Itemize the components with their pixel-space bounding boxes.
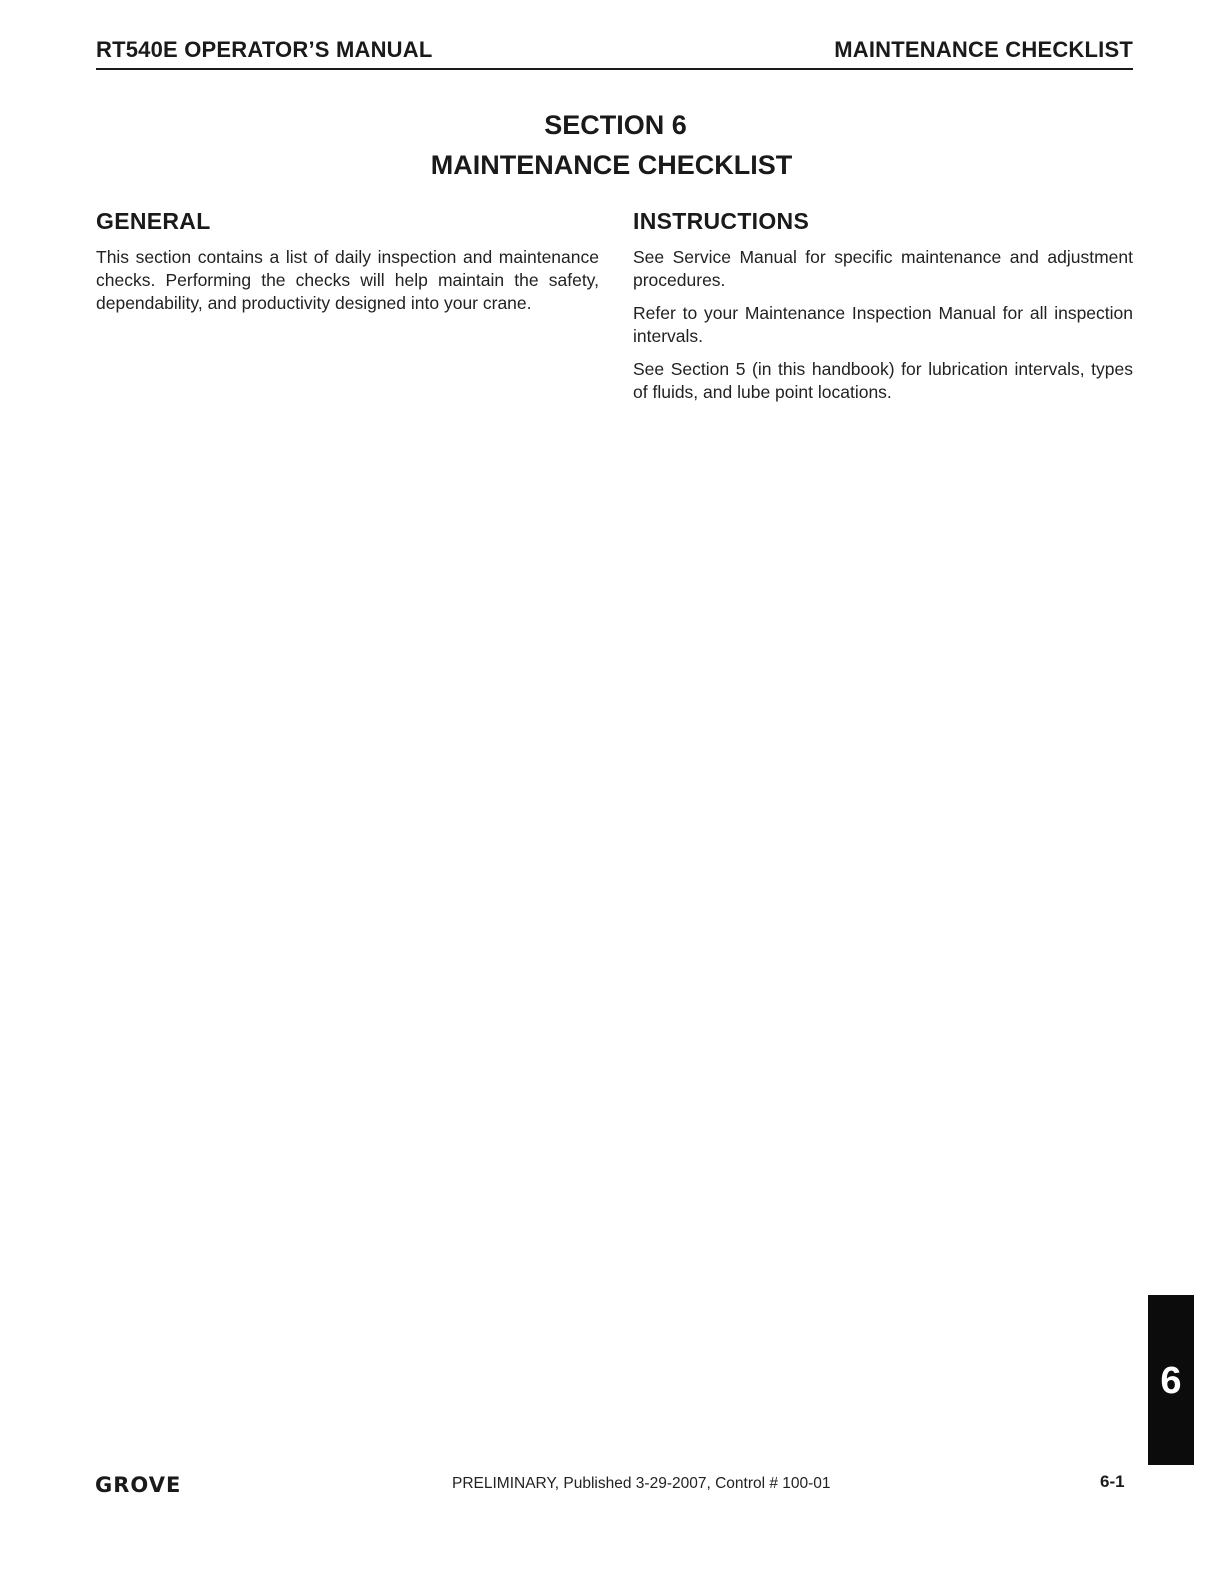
instructions-paragraph: See Section 5 (in this handbook) for lubrication intervals, types of fluids, and lube point locations. xyxy=(633,359,1133,402)
section-thumb-tab xyxy=(1148,1295,1194,1465)
grove-logo: GROVE xyxy=(95,1473,182,1497)
general-paragraph: This section contains a list of daily inspection and maintenance checks. Performing the checks will help maintain the safety, dependability, and productivity designed into your crane. xyxy=(96,247,599,313)
chapter-title: MAINTENANCE CHECKLIST xyxy=(834,37,1133,62)
general-column xyxy=(96,206,599,325)
section-number: SECTION 6 xyxy=(544,110,687,140)
instructions-paragraph: See Service Manual for specific maintenance and adjustment procedures. xyxy=(633,247,1133,290)
section-title: MAINTENANCE CHECKLIST xyxy=(430,150,793,180)
manual-title: RT540E OPERATOR’S MANUAL xyxy=(96,37,433,62)
publication-note: PRELIMINARY, Published 3-29-2007, Control # 100-01 xyxy=(452,1475,831,1492)
page-number: 6-1 xyxy=(1100,1472,1125,1491)
instructions-heading: INSTRUCTIONS xyxy=(633,208,810,234)
general-heading: GENERAL xyxy=(96,208,211,234)
running-header xyxy=(96,36,1133,70)
instructions-column xyxy=(633,206,1133,414)
thumb-tab-label: 6 xyxy=(1160,1360,1182,1402)
instructions-paragraph: Refer to your Maintenance Inspection Manual for all inspection intervals. xyxy=(633,303,1133,346)
